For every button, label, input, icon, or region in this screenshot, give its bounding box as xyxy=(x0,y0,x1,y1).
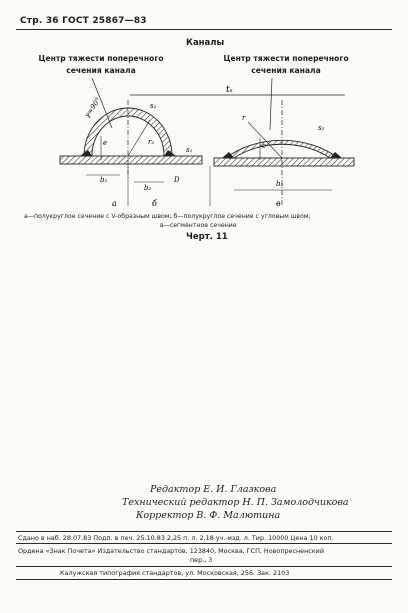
right-heading-leader xyxy=(270,78,272,130)
credit-editor: Редактор Е. И. Глазкова xyxy=(150,484,277,495)
imprint-line-2: Ордена «Знак Почета» Издательство стандартов, 123840, Москва, ГСП, Новопресненский xyxy=(18,547,324,555)
imprint-rule-2 xyxy=(16,543,392,544)
header-rule xyxy=(16,29,392,30)
channel-cross-section-drawing xyxy=(0,78,408,208)
label-b2-v: b₂ xyxy=(276,180,284,188)
label-r2: r₂ xyxy=(148,138,155,146)
label-e2-v: e xyxy=(262,142,267,150)
imprint-rule-3 xyxy=(16,566,392,567)
subfigure-label-v: в xyxy=(276,199,281,208)
label-b2-b: b₂ xyxy=(144,184,152,192)
label-d: D xyxy=(174,176,180,184)
ts-label: tₛ xyxy=(226,85,233,95)
imprint-rule-1 xyxy=(16,531,392,532)
right-column-heading xyxy=(206,53,366,77)
label-r-v: r xyxy=(242,114,246,122)
imprint-rule-4 xyxy=(16,579,392,580)
panel-v-segment-section xyxy=(210,100,354,206)
credit-proofreader: Корректор В. Ф. Малютина xyxy=(136,510,281,521)
credit-tech-editor: Технический редактор Н. П. Замолодчикова xyxy=(122,497,349,508)
left-column-heading xyxy=(26,53,176,77)
chart-label: Черт. 11 xyxy=(186,232,228,242)
imprint-line-1: Сдано в наб. 28.07.83 Подп. в печ. 25.10.83 2,25 п. л. 2,18 уч.-изд. л. Тир. 10000 Цена 10 коп. xyxy=(18,534,334,542)
base-plate-a-b xyxy=(60,156,202,164)
label-s2-v: s₂ xyxy=(318,124,325,132)
label-s1: s₁ xyxy=(186,146,193,154)
label-alpha: γ=90° xyxy=(83,96,103,120)
caption-line-1: а—полукруглое сечение с V-образным швом; б—полукруглое сечение с угловым швом; xyxy=(24,213,311,220)
right-heading-line-1: Центр тяжести поперечного xyxy=(223,54,349,63)
page-header: Стр. 36 ГОСТ 25867—83 xyxy=(20,16,147,26)
right-heading-line-2: сечения канала xyxy=(251,66,321,75)
panel-a-b-semicircular-section xyxy=(60,96,202,206)
section-title: Каналы xyxy=(186,38,225,48)
imprint-line-3: пер., 3 xyxy=(190,556,213,564)
label-s2: s₂ xyxy=(150,102,157,110)
subfigure-label-a: а xyxy=(112,199,117,208)
label-b2-a: b₂ xyxy=(100,176,108,184)
caption-line-2: в—сегментное сечение xyxy=(160,222,237,229)
left-heading-line-2: сечения канала xyxy=(66,66,136,75)
base-plate-v xyxy=(214,158,354,166)
imprint-line-4: Калужская типография стандартов, ул. Московская, 256. Зак. 2103 xyxy=(60,569,290,577)
label-e2-a: e xyxy=(103,139,108,147)
left-heading-line-1: Центр тяжести поперечного xyxy=(38,54,164,63)
radius-r2-line xyxy=(128,120,150,156)
subfigure-label-b: б xyxy=(152,199,157,208)
